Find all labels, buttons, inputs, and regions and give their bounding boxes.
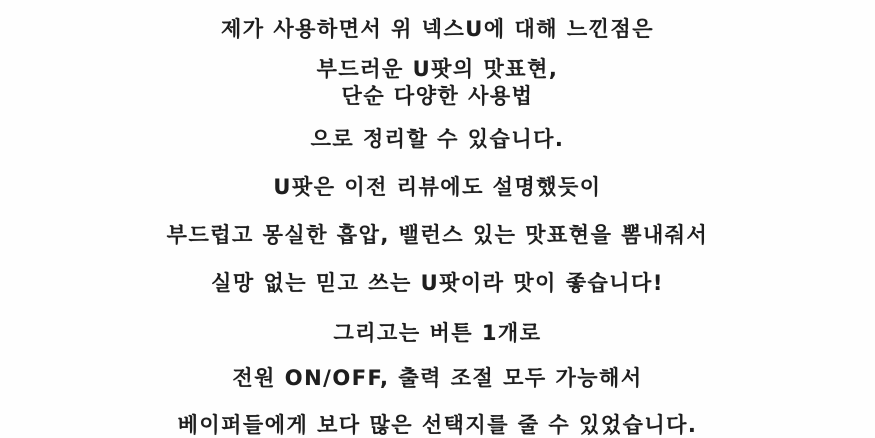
text-line-usage-point: 단순 다양한 사용법 <box>341 84 534 108</box>
text-line-impressions-intro: 제가 사용하면서 위 넥스U에 대해 느낀점은 <box>221 17 654 41</box>
text-line-power-output: 전원 ON/OFF, 출력 조절 모두 가능해서 <box>232 366 643 390</box>
text-line-upod-previous-review: U팟은 이전 리뷰에도 설명했듯이 <box>273 175 602 199</box>
text-line-summary: 으로 정리할 수 있습니다. <box>310 127 565 151</box>
text-line-single-button: 그리고는 버튼 1개로 <box>333 321 542 345</box>
text-line-trusted-upod: 실망 없는 믿고 쓰는 U팟이라 맛이 좋습니다! <box>211 271 664 295</box>
text-line-flavor-point: 부드러운 U팟의 맛표현, <box>316 57 559 81</box>
text-line-draw-balance: 부드럽고 몽실한 흡압, 밸런스 있는 맛표현을 뽐내줘서 <box>166 223 709 247</box>
text-line-more-choices: 베이퍼들에게 보다 많은 선택지를 줄 수 있었습니다. <box>177 413 698 437</box>
